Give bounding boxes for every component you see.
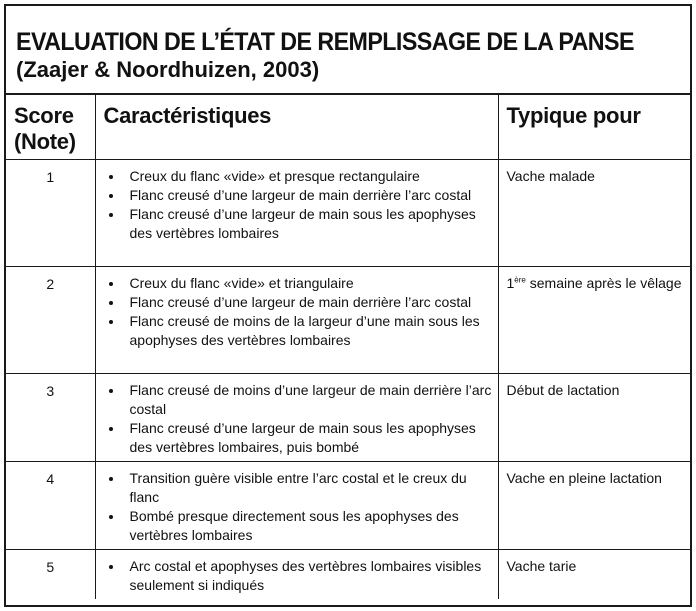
characteristics-list [102, 274, 492, 350]
characteristics-list [102, 557, 492, 595]
list-item: • Flanc creusé de moins d’une largeur de main derrière l’arc costal [124, 381, 492, 419]
score-cell: 2 [6, 267, 95, 374]
rumen-fill-table [6, 95, 690, 599]
typical-cell [498, 267, 690, 374]
table-row [6, 462, 690, 550]
header-typical: Typique pour [498, 95, 690, 160]
characteristics-cell [95, 550, 498, 600]
list-item: • Flanc creusé de moins de la largeur d’une main sous les apophyses des vertèbres lombaires [124, 312, 492, 350]
list-item: • Creux du flanc «vide» et triangulaire [124, 274, 492, 293]
list-item: • Flanc creusé d’une largeur de main derrière l’arc costal [124, 186, 492, 205]
header-score [6, 95, 95, 160]
characteristics-cell [95, 462, 498, 550]
table-row [6, 374, 690, 462]
characteristics-cell [95, 267, 498, 374]
typical-text: semaine après le vêlage [525, 275, 682, 291]
header-score-line2: (Note) [14, 129, 76, 154]
score-cell: 4 [6, 462, 95, 550]
header-characteristics: Caractéristiques [95, 95, 498, 160]
characteristics-cell [95, 374, 498, 462]
table-citation: (Zaajer & Noordhuizen, 2003) [16, 57, 320, 82]
list-item: • Flanc creusé d’une largeur de main sous les apophyses des vertèbres lombaires, puis bombé [124, 419, 492, 457]
typical-cell: Vache tarie [498, 550, 690, 600]
list-item: • Bombé presque directement sous les apophyses des vertèbres lombaires [124, 507, 492, 545]
table-row [6, 160, 690, 267]
score-cell: 5 [6, 550, 95, 600]
typical-cell: Vache malade [498, 160, 690, 267]
typical-cell: Début de lactation [498, 374, 690, 462]
typical-cell: Vache en pleine lactation [498, 462, 690, 550]
title-box [6, 6, 690, 95]
list-item: • Transition guère visible entre l’arc costal et le creux du flanc [124, 469, 492, 507]
characteristics-cell [95, 160, 498, 267]
characteristics-list [102, 469, 492, 545]
list-item: • Flanc creusé d’une largeur de main sous les apophyses des vertèbres lombaires [124, 205, 492, 243]
header-score-line1: Score [14, 103, 74, 128]
typical-superscript: ère [514, 275, 526, 285]
header-row [6, 95, 690, 160]
list-item: • Arc costal et apophyses des vertèbres lombaires visibles seulement si indiqués [124, 557, 492, 595]
table-row [6, 267, 690, 374]
rumen-fill-table-frame [4, 4, 692, 607]
typical-number: 1 [506, 275, 515, 291]
score-cell: 3 [6, 374, 95, 462]
list-item: • Creux du flanc «vide» et presque rectangulaire [124, 167, 492, 186]
table-row [6, 550, 690, 600]
characteristics-list [102, 167, 492, 243]
table-title: EVALUATION DE L’ÉTAT DE REMPLISSAGE DE LA PANSE [16, 28, 634, 56]
list-item: • Flanc creusé d’une largeur de main derrière l’arc costal [124, 293, 492, 312]
characteristics-list [102, 381, 492, 457]
score-cell: 1 [6, 160, 95, 267]
